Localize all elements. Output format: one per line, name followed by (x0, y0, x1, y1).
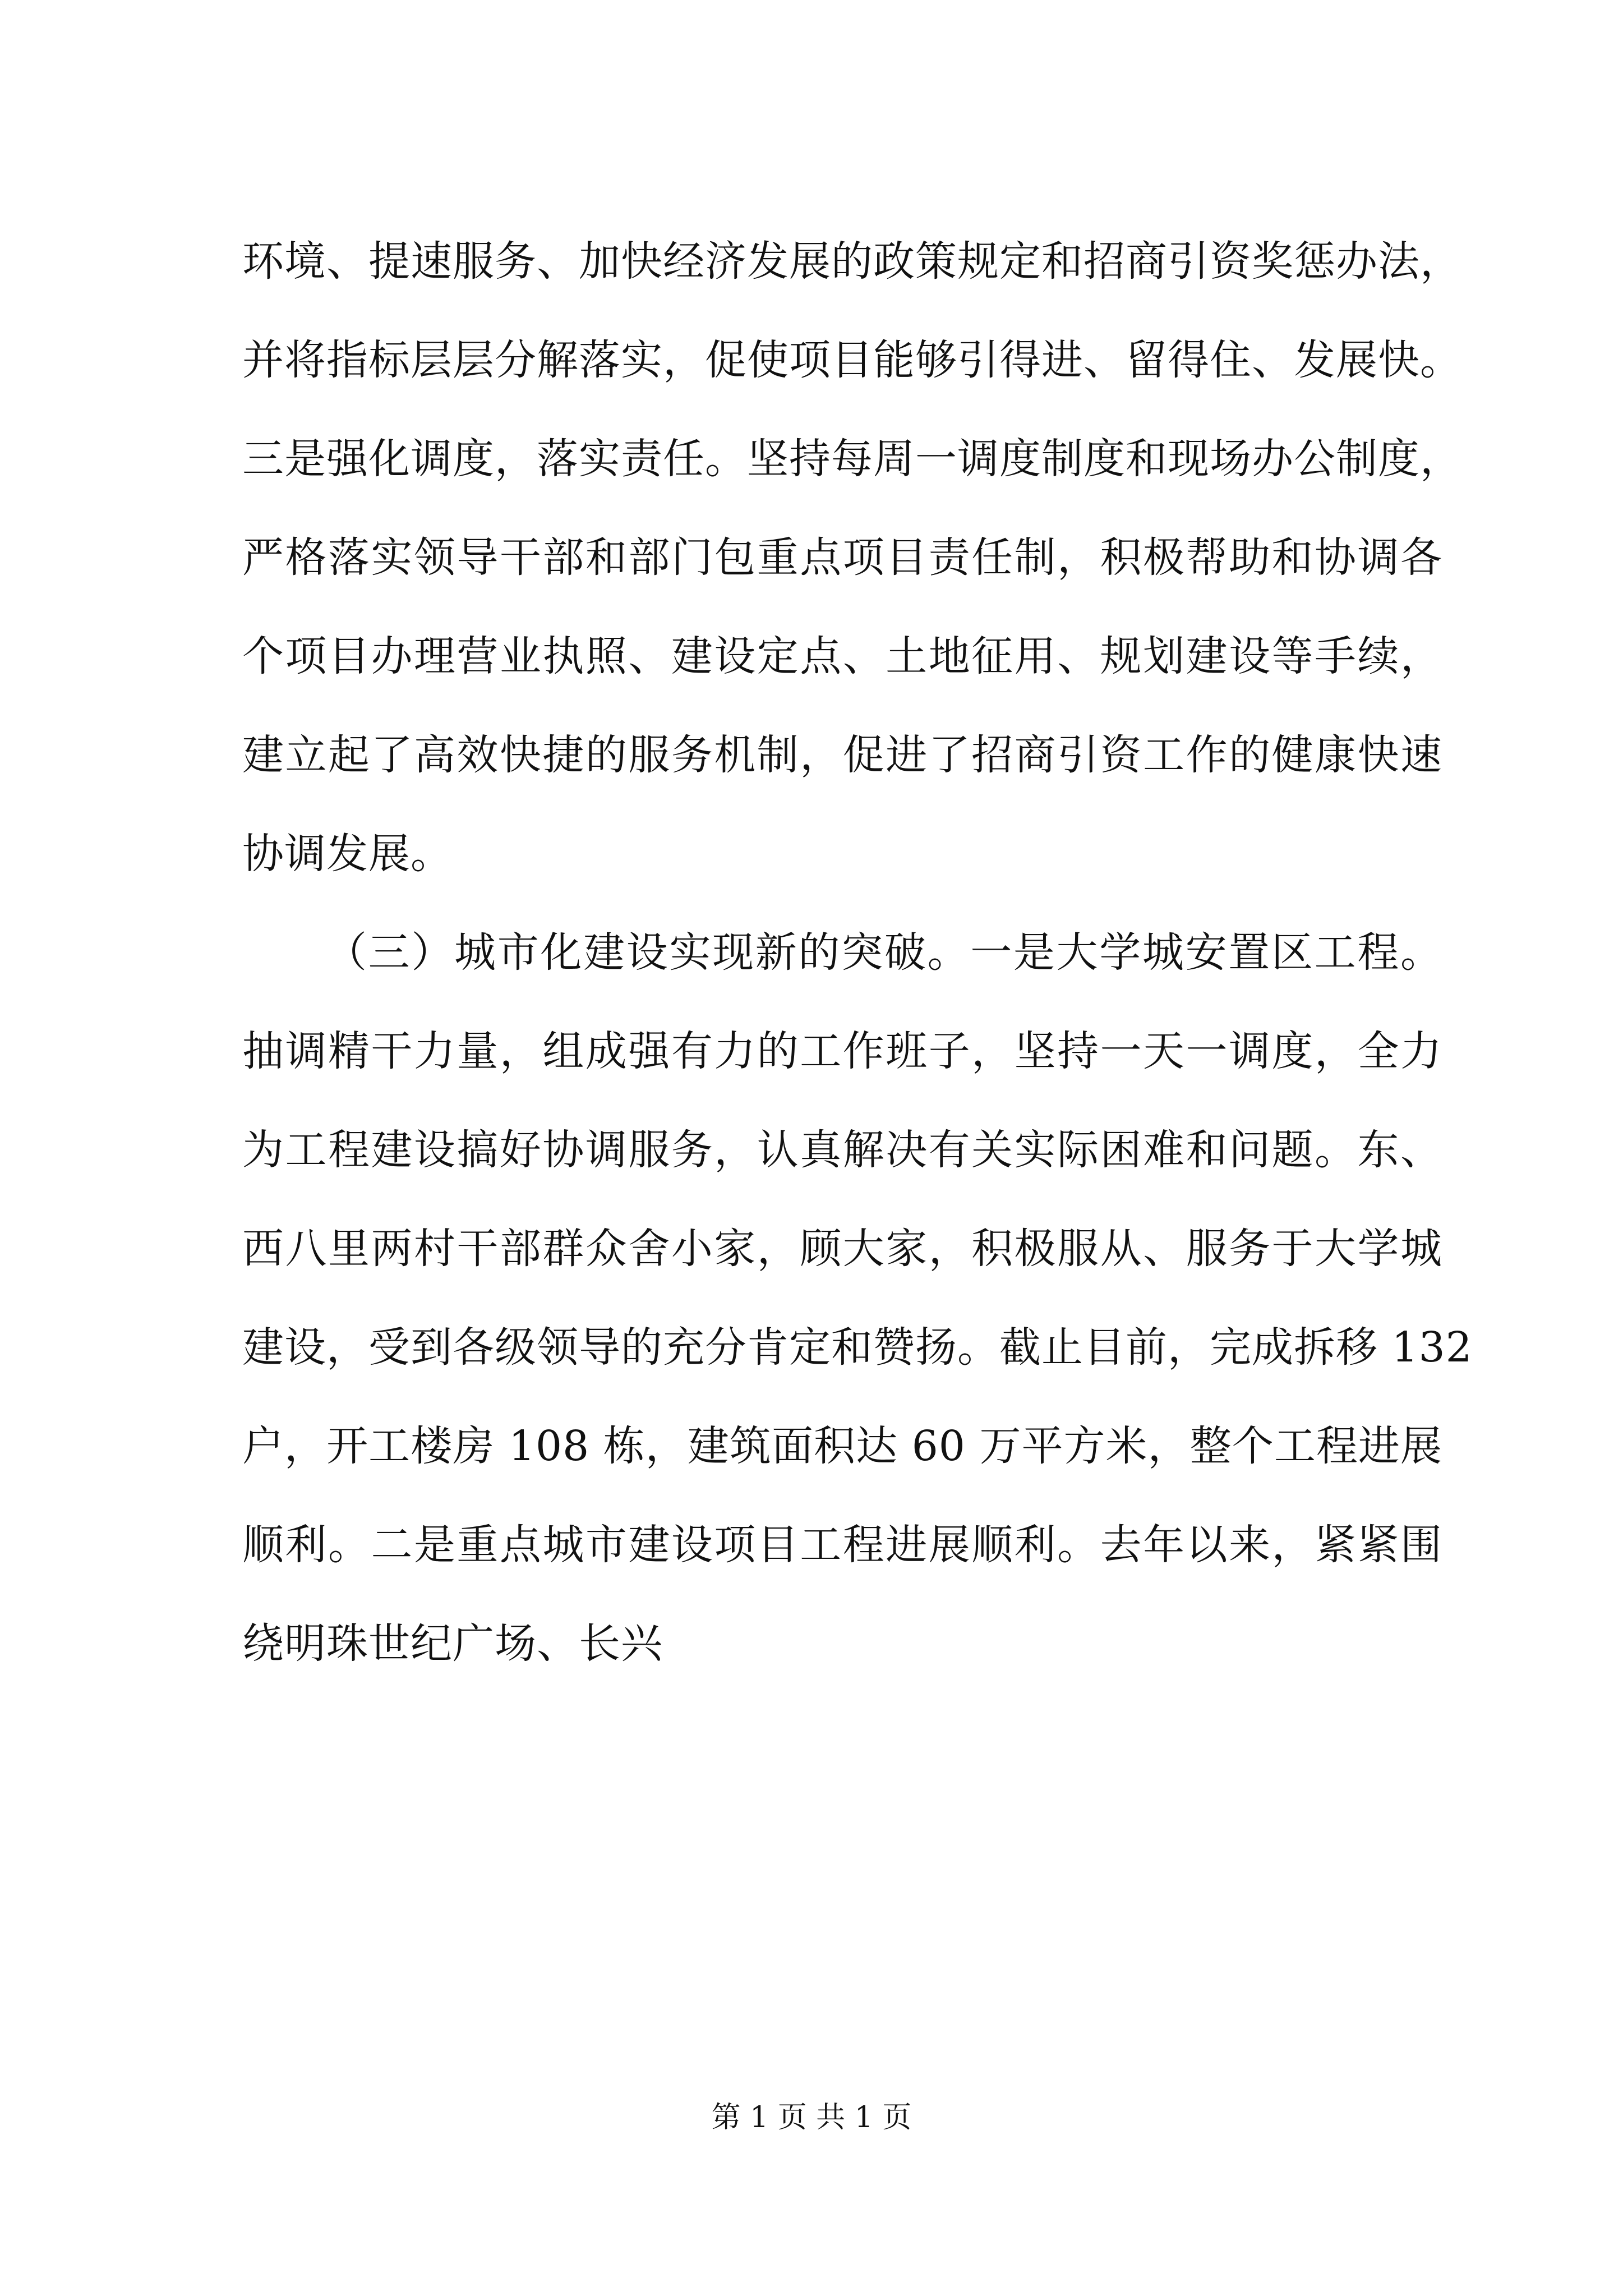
document-body (242, 212, 1473, 1693)
text-line: 个项目办理营业执照、建设定点、土地征用、规划建设等手续， (242, 632, 1442, 680)
text-line: 环境、提速服务、加快经济发展的政策规定和招商引资奖惩办法， (242, 237, 1462, 286)
text-line: 严格落实领导干部和部门包重点项目责任制，积极帮助和协调各 (242, 533, 1442, 582)
section-heading-line: （三）城市化建设实现新的突破。一是大学城安置区工程。 (325, 928, 1442, 977)
text-line: 协调发展。 (242, 830, 453, 878)
text-line: 西八里两村干部群众舍小家，顾大家，积极服从、服务于大学城 (242, 1225, 1442, 1273)
text-line: 建立起了高效快捷的服务机制，促进了招商引资工作的健康快速 (242, 731, 1442, 779)
text-line: 绕明珠世纪广场、长兴 (242, 1619, 663, 1668)
text-line: 三是强化调度，落实责任。坚持每周一调度制度和现场办公制度， (242, 435, 1462, 483)
text-line: 建设，受到各级领导的充分肯定和赞扬。截止目前，完成拆移 132 (242, 1323, 1473, 1372)
text-line: 抽调精干力量，组成强有力的工作班子，坚持一天一调度，全力 (242, 1027, 1442, 1075)
text-line: 为工程建设搞好协调服务，认真解决有关实际困难和问题。东、 (242, 1126, 1442, 1174)
text-line: 户，开工楼房 108 栋，建筑面积达 60 万平方米，整个工程进展 (242, 1422, 1442, 1470)
page-footer: 第 1 页 共 1 页 (711, 2101, 912, 2134)
text-line: 顺利。二是重点城市建设项目工程进展顺利。去年以来，紧紧围 (242, 1521, 1442, 1569)
text-line: 并将指标层层分解落实，促使项目能够引得进、留得住、发展快。 (242, 336, 1462, 384)
